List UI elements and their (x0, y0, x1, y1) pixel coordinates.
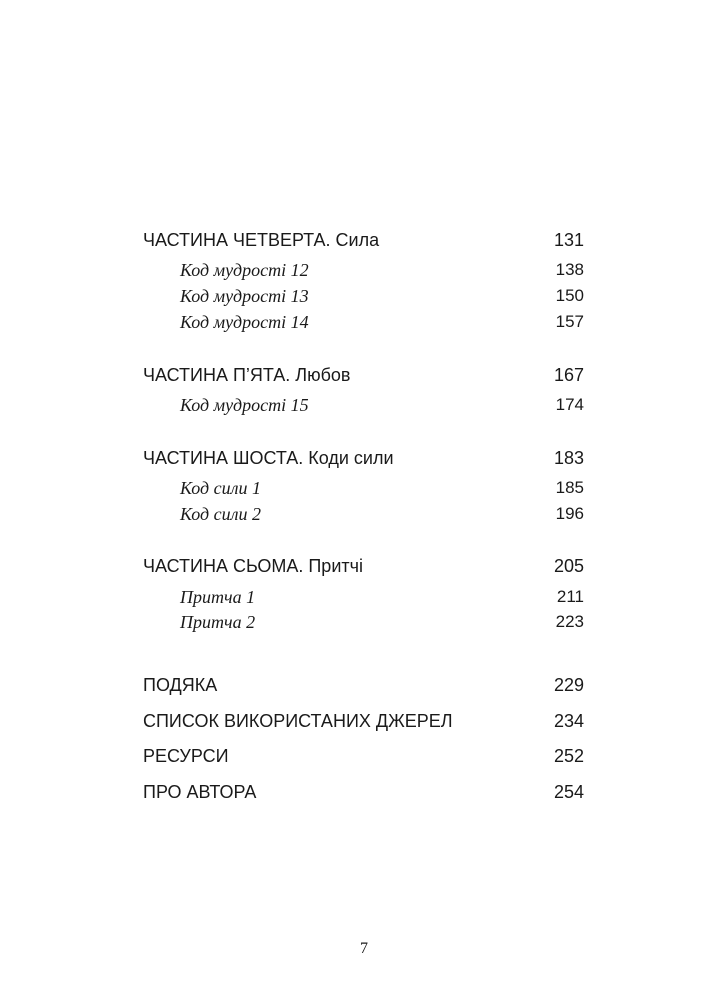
toc-page-number: 157 (555, 312, 584, 331)
toc-page-number: 196 (555, 504, 584, 523)
toc-page-number: 150 (555, 286, 584, 305)
toc-page-number: 183 (553, 447, 584, 468)
toc-chapter-title: Код мудрості 15 (180, 394, 309, 415)
toc-chapter-entry (180, 256, 584, 284)
toc-part-title: ЧАСТИНА ШОСТА. Коди сили (143, 447, 394, 468)
toc-chapter-entry (180, 500, 584, 528)
toc-page-number: 211 (556, 587, 584, 606)
toc-part-entry (143, 226, 584, 254)
toc-part-entry (143, 552, 584, 580)
toc-chapter-entry (180, 583, 584, 611)
toc-page-number: 167 (553, 364, 584, 385)
toc-backmatter-entry (143, 707, 584, 735)
toc-page-number: 138 (555, 260, 584, 279)
toc-chapter-title: Код мудрості 13 (180, 285, 309, 306)
toc-backmatter-entry (143, 778, 584, 806)
toc-chapter-title: Код сили 2 (180, 503, 261, 524)
toc-chapter-entry (180, 308, 584, 336)
page-folio: 7 (360, 940, 368, 957)
toc-backmatter-title: СПИСОК ВИКОРИСТАНИХ ДЖЕРЕЛ (143, 710, 453, 731)
toc-chapter-entry (180, 608, 584, 636)
toc-part-title: ЧАСТИНА ЧЕТВЕРТА. Сила (143, 229, 380, 250)
toc-page-number: 229 (553, 674, 584, 695)
toc-part-title: ЧАСТИНА СЬОМА. Притчі (143, 555, 363, 576)
toc-chapter-entry (180, 282, 584, 310)
toc-backmatter-title: РЕСУРСИ (143, 745, 229, 766)
toc-chapter-title: Код сили 1 (180, 477, 261, 498)
toc-part-entry (143, 361, 584, 389)
toc-backmatter-entry (143, 742, 584, 770)
toc-chapter-title: Притча 1 (180, 586, 256, 607)
toc-page-number: 234 (553, 710, 584, 731)
toc-chapter-entry (180, 474, 584, 502)
toc-page-number: 205 (553, 555, 584, 576)
toc-chapter-entry (180, 391, 584, 419)
toc-page-number: 185 (555, 478, 584, 497)
toc-part-title: ЧАСТИНА П’ЯТА. Любов (143, 364, 351, 385)
toc-chapter-title: Притча 2 (180, 611, 256, 632)
toc-page-number: 254 (553, 781, 584, 802)
toc-chapter-title: Код мудрості 12 (180, 259, 309, 280)
toc-page-number: 223 (555, 612, 584, 631)
toc-chapter-title: Код мудрості 14 (180, 311, 309, 332)
toc-page-number: 252 (553, 745, 584, 766)
toc-page-number: 174 (555, 395, 584, 414)
toc-backmatter-title: ПОДЯКА (143, 674, 218, 695)
toc-part-entry (143, 444, 584, 472)
toc-backmatter-entry (143, 671, 584, 699)
toc-page-number: 131 (553, 229, 584, 250)
toc-backmatter-title: ПРО АВТОРА (143, 781, 257, 802)
